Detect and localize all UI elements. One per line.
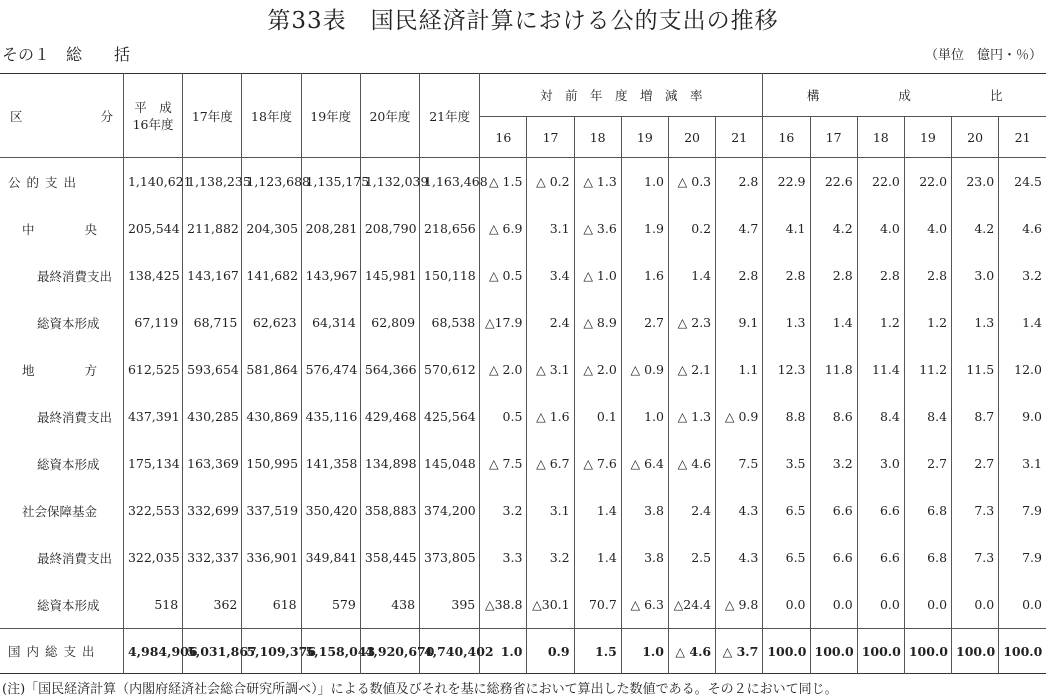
value-cell: 374,200 [420,487,480,534]
composition-cell: 2.8 [763,252,810,299]
growth-cell: 1.1 [716,346,763,393]
comp-year-header: 19 [904,117,951,158]
table-row [0,487,1046,534]
growth-cell: △17.9 [480,299,527,346]
growth-cell: 0.5 [480,393,527,440]
composition-cell: 4.0 [857,205,904,252]
growth-cell: 1.5 [574,629,621,674]
value-cell: 204,305 [242,205,301,252]
composition-cell: 1.2 [904,299,951,346]
composition-cell: 6.5 [763,534,810,581]
composition-cell: 2.7 [952,440,999,487]
value-cell: 358,445 [360,534,419,581]
composition-cell: 1.3 [763,299,810,346]
composition-cell: 22.6 [810,158,857,206]
composition-cell: 100.0 [999,629,1046,674]
value-cell: 435,116 [301,393,360,440]
composition-cell: 1.4 [810,299,857,346]
value-cell: 5,158,043 [301,629,360,674]
composition-cell: 3.1 [999,440,1046,487]
comp-year-header: 16 [763,117,810,158]
value-cell: 4,740,402 [420,629,480,674]
category-header-right: 分 [100,108,113,124]
value-cell: 141,358 [301,440,360,487]
row-label: 地 方 [22,362,98,378]
composition-cell: 11.4 [857,346,904,393]
composition-cell: 22.0 [904,158,951,206]
value-cell: 163,369 [183,440,242,487]
value-cell: 145,981 [360,252,419,299]
value-cell: 322,035 [123,534,182,581]
composition-cell: 2.8 [904,252,951,299]
value-cell: 429,468 [360,393,419,440]
growth-cell: 1.4 [668,252,715,299]
value-cell: 4,920,670 [360,629,419,674]
composition-cell: 6.8 [904,534,951,581]
row-label: 最終消費支出 [37,268,113,284]
value-cell: 62,809 [360,299,419,346]
value-cell: 618 [242,581,301,629]
growth-cell: △24.4 [668,581,715,629]
row-label: 国内総支出 [0,629,123,674]
composition-cell: 7.3 [952,487,999,534]
growth-cell: △38.8 [480,581,527,629]
composition-cell: 3.2 [999,252,1046,299]
growth-cell: 3.8 [621,487,668,534]
value-cell: 518 [123,581,182,629]
growth-cell: 9.1 [716,299,763,346]
row-label: 総資本形成 [37,315,100,331]
value-cell: 570,612 [420,346,480,393]
value-cell: 322,553 [123,487,182,534]
value-cell: 145,048 [420,440,480,487]
fy17-header: 17年度 [183,74,242,158]
growth-cell: 3.1 [527,205,574,252]
growth-cell: △ 1.6 [527,393,574,440]
growth-cell: △ 0.2 [527,158,574,206]
growth-cell: △ 1.3 [574,158,621,206]
growth-cell: △ 0.9 [716,393,763,440]
value-cell: 150,118 [420,252,480,299]
composition-cell: 2.8 [857,252,904,299]
growth-year-header: 16 [480,117,527,158]
growth-cell: △ 8.9 [574,299,621,346]
composition-cell: 8.8 [763,393,810,440]
row-label: 最終消費支出 [37,409,113,425]
growth-cell: △ 4.6 [668,440,715,487]
table-row [0,440,1046,487]
value-cell: 593,654 [183,346,242,393]
composition-cell: 22.9 [763,158,810,206]
table-row [0,581,1046,629]
value-cell: 205,544 [123,205,182,252]
growth-cell: △ 6.4 [621,440,668,487]
growth-cell: 7.5 [716,440,763,487]
growth-cell: 1.0 [621,629,668,674]
composition-cell: 4.2 [810,205,857,252]
growth-rate-header: 対 前 年 度 増 減 率 [480,74,763,117]
value-cell: 1,132,039 [360,158,419,206]
growth-cell: 1.0 [621,158,668,206]
composition-cell: 6.6 [857,534,904,581]
value-cell: 208,281 [301,205,360,252]
footnote: (注)「国民経済計算（内閣府経済社会総合研究所調べ）」による数値及びそれを基に総務省において算出した数値である。その２において同じ。 [2,682,838,697]
row-label: 総資本形成 [37,456,100,472]
composition-char-2: 成 [898,88,911,103]
value-cell: 134,898 [360,440,419,487]
fy18-header: 18年度 [242,74,301,158]
table-row [0,534,1046,581]
composition-cell: 9.0 [999,393,1046,440]
public-expenditure-table [0,73,1046,674]
growth-cell: △ 9.8 [716,581,763,629]
composition-cell: 8.4 [904,393,951,440]
growth-cell: 1.4 [574,487,621,534]
value-cell: 438 [360,581,419,629]
value-cell: 332,699 [183,487,242,534]
fy16-label: 16年度 [132,116,174,132]
table-row [0,393,1046,440]
value-cell: 68,715 [183,299,242,346]
composition-cell: 0.0 [952,581,999,629]
comp-year-header: 20 [952,117,999,158]
composition-cell: 4.1 [763,205,810,252]
composition-cell: 3.5 [763,440,810,487]
growth-cell: 0.1 [574,393,621,440]
value-cell: 1,138,235 [183,158,242,206]
value-cell: 5,109,376 [242,629,301,674]
growth-cell: △ 7.5 [480,440,527,487]
composition-cell: 4.6 [999,205,1046,252]
composition-cell: 6.6 [810,487,857,534]
composition-cell: 4.0 [904,205,951,252]
value-cell: 4,984,906 [123,629,182,674]
value-cell: 425,564 [420,393,480,440]
composition-cell: 8.6 [810,393,857,440]
growth-cell: 2.4 [668,487,715,534]
composition-cell: 11.2 [904,346,951,393]
value-cell: 579 [301,581,360,629]
growth-cell: △ 3.6 [574,205,621,252]
value-cell: 362 [183,581,242,629]
composition-cell: 22.0 [857,158,904,206]
value-cell: 337,519 [242,487,301,534]
value-cell: 349,841 [301,534,360,581]
composition-cell: 0.0 [904,581,951,629]
growth-cell: 3.1 [527,487,574,534]
growth-cell: 2.8 [716,158,763,206]
composition-cell: 100.0 [904,629,951,674]
growth-cell: 4.3 [716,487,763,534]
value-cell: 208,790 [360,205,419,252]
growth-cell: △ 2.3 [668,299,715,346]
composition-char-3: 比 [989,88,1003,103]
growth-cell: 4.3 [716,534,763,581]
value-cell: 1,123,688 [242,158,301,206]
composition-cell: 7.9 [999,487,1046,534]
composition-cell: 7.9 [999,534,1046,581]
growth-cell: △ 6.7 [527,440,574,487]
composition-cell: 1.4 [999,299,1046,346]
composition-cell: 12.3 [763,346,810,393]
fy16-header [123,74,182,158]
composition-cell: 8.4 [857,393,904,440]
growth-cell: △ 2.0 [574,346,621,393]
growth-year-header: 20 [668,117,715,158]
table-row [0,158,1046,206]
growth-cell: △ 7.6 [574,440,621,487]
category-header [0,74,123,158]
growth-cell: △ 2.0 [480,346,527,393]
value-cell: 350,420 [301,487,360,534]
value-cell: 373,805 [420,534,480,581]
growth-cell: 3.3 [480,534,527,581]
value-cell: 564,366 [360,346,419,393]
composition-cell: 8.7 [952,393,999,440]
growth-cell: 2.8 [716,252,763,299]
fy20-header: 20年度 [360,74,419,158]
value-cell: 430,285 [183,393,242,440]
page-title: 第33表 国民経済計算における公的支出の推移 [267,8,779,34]
value-cell: 612,525 [123,346,182,393]
value-cell: 5,031,867 [183,629,242,674]
growth-cell: 3.4 [527,252,574,299]
growth-cell: △ 2.1 [668,346,715,393]
comp-year-header: 17 [810,117,857,158]
value-cell: 358,883 [360,487,419,534]
category-header-left: 区 [10,108,23,124]
growth-cell: 3.8 [621,534,668,581]
composition-cell: 3.2 [810,440,857,487]
value-cell: 218,656 [420,205,480,252]
growth-cell: △ 1.5 [480,158,527,206]
table-row [0,346,1046,393]
growth-cell: 70.7 [574,581,621,629]
composition-cell: 100.0 [763,629,810,674]
growth-cell: 1.6 [621,252,668,299]
composition-cell: 0.0 [810,581,857,629]
composition-cell: 1.2 [857,299,904,346]
growth-cell: 2.7 [621,299,668,346]
value-cell: 437,391 [123,393,182,440]
growth-cell: 2.5 [668,534,715,581]
growth-cell: △ 6.9 [480,205,527,252]
growth-cell: 3.2 [480,487,527,534]
composition-cell: 6.8 [904,487,951,534]
table-row [0,205,1046,252]
growth-cell: 1.0 [480,629,527,674]
composition-header [763,74,1046,117]
growth-cell: △ 0.5 [480,252,527,299]
comp-year-header: 18 [857,117,904,158]
growth-cell: △ 6.3 [621,581,668,629]
table-row [0,299,1046,346]
value-cell: 430,869 [242,393,301,440]
composition-cell: 6.5 [763,487,810,534]
growth-cell: △ 4.6 [668,629,715,674]
growth-cell: 1.9 [621,205,668,252]
row-label: 最終消費支出 [37,550,113,566]
value-cell: 64,314 [301,299,360,346]
composition-cell: 2.7 [904,440,951,487]
composition-cell: 0.0 [763,581,810,629]
value-cell: 143,167 [183,252,242,299]
composition-cell: 100.0 [857,629,904,674]
value-cell: 211,882 [183,205,242,252]
value-cell: 141,682 [242,252,301,299]
composition-cell: 11.8 [810,346,857,393]
value-cell: 1,163,468 [420,158,480,206]
composition-cell: 7.3 [952,534,999,581]
growth-cell: △30.1 [527,581,574,629]
value-cell: 395 [420,581,480,629]
value-cell: 62,623 [242,299,301,346]
growth-cell: △ 3.7 [716,629,763,674]
growth-cell: △ 1.3 [668,393,715,440]
table-body [0,158,1046,674]
row-label: 中 央 [22,221,98,237]
composition-cell: 0.0 [857,581,904,629]
row-label: 総資本形成 [37,597,100,613]
composition-cell: 12.0 [999,346,1046,393]
growth-year-header: 19 [621,117,668,158]
composition-cell: 6.6 [810,534,857,581]
growth-cell: △ 0.9 [621,346,668,393]
value-cell: 175,134 [123,440,182,487]
growth-year-header: 18 [574,117,621,158]
growth-cell: 4.7 [716,205,763,252]
value-cell: 332,337 [183,534,242,581]
composition-cell: 3.0 [857,440,904,487]
value-cell: 68,538 [420,299,480,346]
growth-cell: △ 1.0 [574,252,621,299]
composition-cell: 24.5 [999,158,1046,206]
unit-label: （単位 億円・％） [924,48,1042,63]
row-label: 社会保障基金 [22,503,98,519]
growth-cell: 2.4 [527,299,574,346]
growth-cell: △ 3.1 [527,346,574,393]
growth-cell: 1.0 [621,393,668,440]
value-cell: 67,119 [123,299,182,346]
composition-char-1: 構 [806,88,820,103]
composition-cell: 100.0 [952,629,999,674]
total-row [0,629,1046,674]
growth-year-header: 17 [527,117,574,158]
comp-year-header: 21 [999,117,1046,158]
composition-cell: 6.6 [857,487,904,534]
value-cell: 581,864 [242,346,301,393]
growth-cell: 3.2 [527,534,574,581]
composition-cell: 100.0 [810,629,857,674]
value-cell: 150,995 [242,440,301,487]
fy21-header: 21年度 [420,74,480,158]
composition-cell: 11.5 [952,346,999,393]
composition-cell: 23.0 [952,158,999,206]
growth-cell: 0.2 [668,205,715,252]
composition-cell: 4.2 [952,205,999,252]
table-row [0,252,1046,299]
growth-cell: 0.9 [527,629,574,674]
composition-cell: 3.0 [952,252,999,299]
value-cell: 336,901 [242,534,301,581]
value-cell: 1,135,175 [301,158,360,206]
value-cell: 143,967 [301,252,360,299]
value-cell: 576,474 [301,346,360,393]
composition-cell: 1.3 [952,299,999,346]
composition-cell: 0.0 [999,581,1046,629]
composition-cell: 2.8 [810,252,857,299]
fy19-header: 19年度 [301,74,360,158]
value-cell: 138,425 [123,252,182,299]
row-label: 公的支出 [8,174,83,190]
heisei-label: 平 成 [134,99,172,115]
growth-cell: △ 0.3 [668,158,715,206]
growth-cell: 1.4 [574,534,621,581]
growth-year-header: 21 [716,117,763,158]
value-cell: 1,140,621 [123,158,182,206]
section-subtitle: その１ 総 括 [2,45,131,64]
